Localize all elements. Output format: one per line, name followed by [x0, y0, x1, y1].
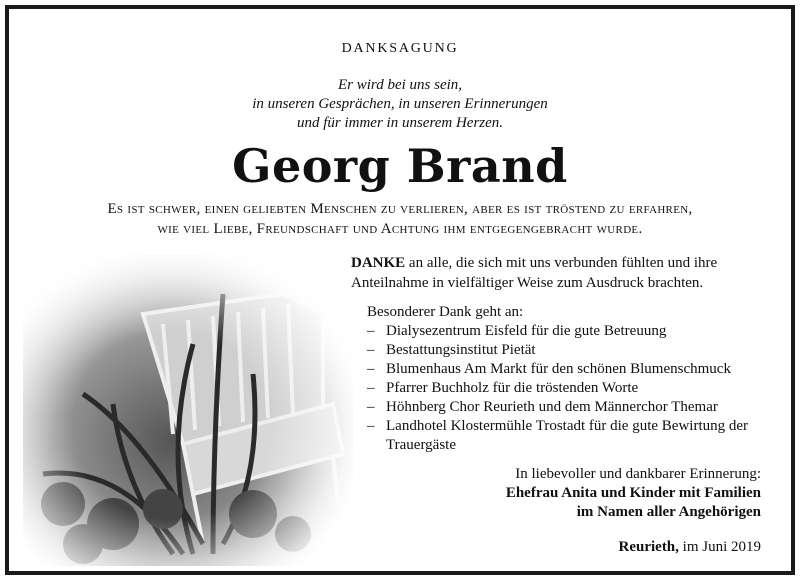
thanks-paragraph — [351, 253, 771, 293]
garden-bench-photo — [23, 254, 353, 566]
family-signature — [506, 484, 761, 522]
list-item: – Dialysezentrum Eisfeld für die gute Betreuung — [367, 323, 667, 339]
intro-text — [9, 199, 791, 239]
family-line: im Namen aller Angehörigen — [576, 504, 761, 520]
heading: DANKSAGUNG — [341, 41, 459, 56]
list-item: – Landhotel Klostermühle Trostadt für die gute Bewirtung der Trauergäste — [367, 418, 749, 453]
thanks-bold: DANKE — [351, 255, 406, 271]
list-item: – Pfarrer Buchholz für die tröstenden Worte — [367, 380, 639, 396]
intro-line: wie viel Liebe, Freundschaft und Achtung ihm entgegengebracht wurde. — [157, 221, 643, 237]
special-thanks-title: Besonderer Dank geht an: — [367, 304, 524, 320]
place-date — [619, 539, 762, 556]
thanks-text: an alle, die sich mit uns verbunden fühlten und ihre Anteilnahme in vielfältiger Weise zum Ausdruck brachten. — [351, 255, 718, 291]
list-item: – Blumenhaus Am Markt für den schönen Blumenschmuck — [367, 361, 731, 377]
family-line: Ehefrau Anita und Kinder mit Familien — [505, 485, 761, 501]
quote-line: Er wird bei uns sein, — [337, 77, 463, 93]
list-item: – Höhnberg Chor Reurieth und dem Männerchor Themar — [367, 399, 718, 415]
quote — [9, 76, 791, 133]
quote-line: und für immer in unserem Herzen. — [296, 115, 504, 131]
deceased-name: Georg Brand — [232, 139, 568, 193]
special-thanks-list — [367, 322, 777, 455]
quote-line: in unseren Gesprächen, in unseren Erinnerungen — [252, 96, 548, 112]
place: Reurieth, — [618, 539, 679, 555]
date: im Juni 2019 — [682, 539, 761, 555]
memory-line: In liebevoller und dankbarer Erinnerung: — [515, 466, 761, 482]
intro-line: Es ist schwer, einen geliebten Menschen zu verlieren, aber es ist tröstend zu erfahren, — [107, 201, 693, 217]
obituary-card — [5, 5, 795, 575]
list-item: – Bestattungsinstitut Pietät — [367, 342, 536, 358]
